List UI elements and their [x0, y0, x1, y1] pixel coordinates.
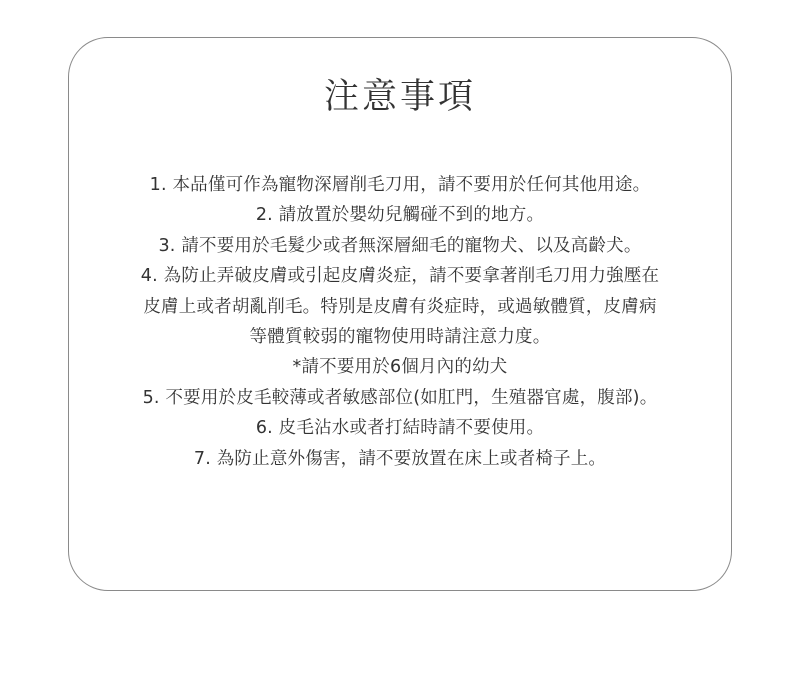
- notice-line-4c: 等體質較弱的寵物使用時請注意力度。: [249, 327, 551, 348]
- notice-line-1: 1. 本品僅可作為寵物深層削毛刀用，請不要用於任何其他用途。: [149, 175, 651, 195]
- notice-card: [68, 37, 732, 591]
- notice-line-4b: 皮膚上或者胡亂削毛。特別是皮膚有炎症時，或過敏體質，皮膚病: [143, 296, 657, 317]
- notice-line-6: 6. 皮毛沾水或者打結時請不要使用。: [255, 418, 545, 439]
- notice-line-3: 3. 請不要用於毛髮少或者無深層細毛的寵物犬、以及高齡犬。: [158, 235, 642, 256]
- notice-line-5: 5. 不要用於皮毛較薄或者敏感部位(如肛門，生殖器官處，腹部)。: [142, 387, 658, 408]
- notice-line-7: 7. 為防止意外傷害，請不要放置在床上或者椅子上。: [193, 448, 607, 469]
- notice-line-4a: 4. 為防止弄破皮膚或引起皮膚炎症，請不要拿著削毛刀用力強壓在: [140, 266, 660, 287]
- notice-title: 注意事項: [323, 77, 476, 117]
- notice-line-2: 2. 請放置於嬰幼兒觸碰不到的地方。: [255, 205, 545, 226]
- notice-body: [69, 170, 731, 474]
- notice-line-4-note: *請不要用於6個月內的幼犬: [292, 357, 508, 378]
